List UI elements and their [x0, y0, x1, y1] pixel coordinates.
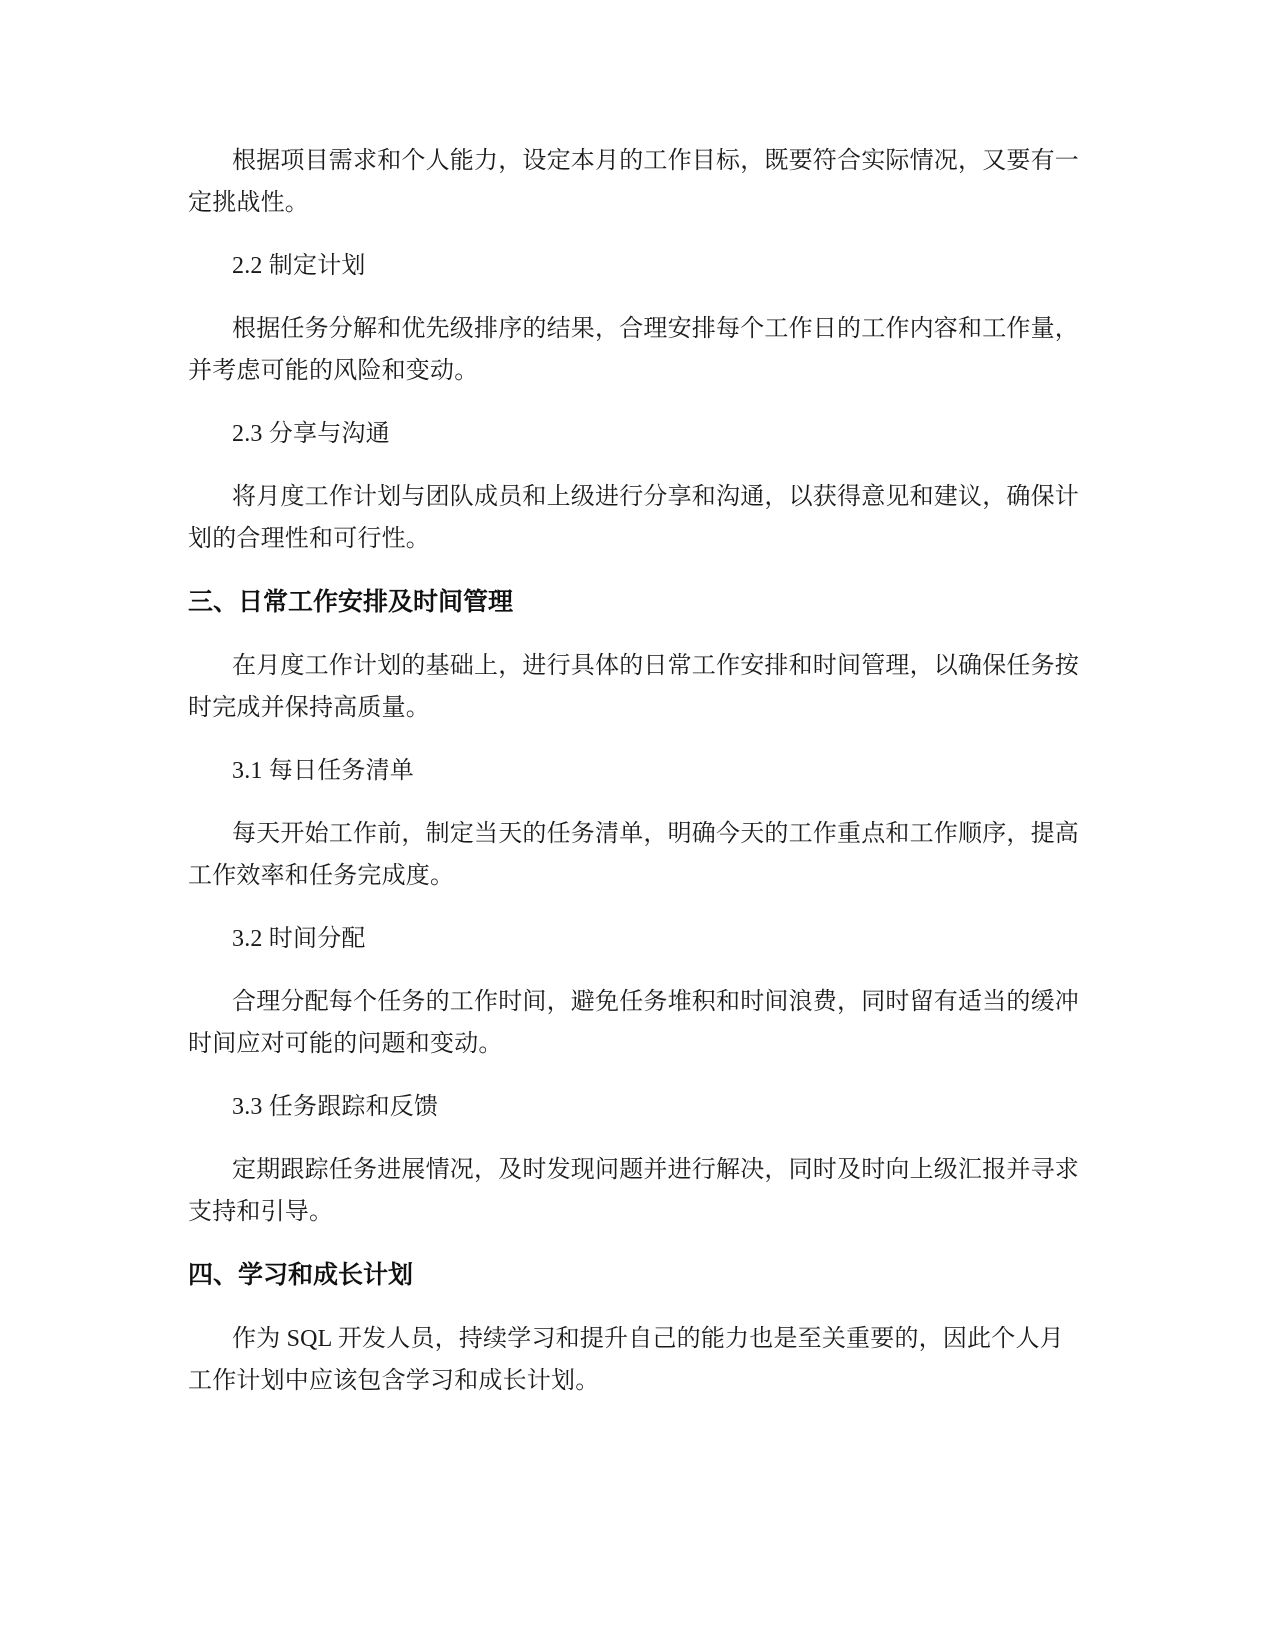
- paragraph-share: 将月度工作计划与团队成员和上级进行分享和沟通，以获得意见和建议，确保计划的合理性和可行性。: [188, 484, 1079, 552]
- subheading-3-2: 3.2 时间分配: [232, 926, 366, 952]
- subheading-3-1: 3.1 每日任务清单: [232, 758, 414, 784]
- subheading-3-3: 3.3 任务跟踪和反馈: [232, 1094, 439, 1120]
- paragraph-daily-intro: 在月度工作计划的基础上，进行具体的日常工作安排和时间管理，以确保任务按时完成并保持高质量。: [188, 653, 1079, 721]
- paragraph-daily-list: 每天开始工作前，制定当天的任务清单，明确今天的工作重点和工作顺序，提高工作效率和任务完成度。: [188, 821, 1079, 889]
- paragraph-time-allocation: 合理分配每个任务的工作时间，避免任务堆积和时间浪费，同时留有适当的缓冲时间应对可能的问题和变动。: [188, 989, 1079, 1057]
- section-heading-4: 四、学习和成长计划: [188, 1260, 414, 1289]
- paragraph-goal-setting: 根据项目需求和个人能力，设定本月的工作目标，既要符合实际情况，又要有一定挑战性。: [188, 148, 1079, 216]
- document-body: [188, 140, 1088, 1423]
- paragraph-learning: 作为 SQL 开发人员，持续学习和提升自己的能力也是至关重要的，因此个人月工作计划中应该包含学习和成长计划。: [188, 1326, 1064, 1394]
- paragraph-plan: 根据任务分解和优先级排序的结果，合理安排每个工作日的工作内容和工作量，并考虑可能的风险和变动。: [188, 316, 1079, 384]
- section-heading-3: 三、日常工作安排及时间管理: [188, 587, 514, 616]
- subheading-2-3: 2.3 分享与沟通: [232, 421, 390, 447]
- subheading-2-2: 2.2 制定计划: [232, 253, 366, 279]
- paragraph-tracking: 定期跟踪任务进展情况，及时发现问题并进行解决，同时及时向上级汇报并寻求支持和引导。: [188, 1157, 1079, 1225]
